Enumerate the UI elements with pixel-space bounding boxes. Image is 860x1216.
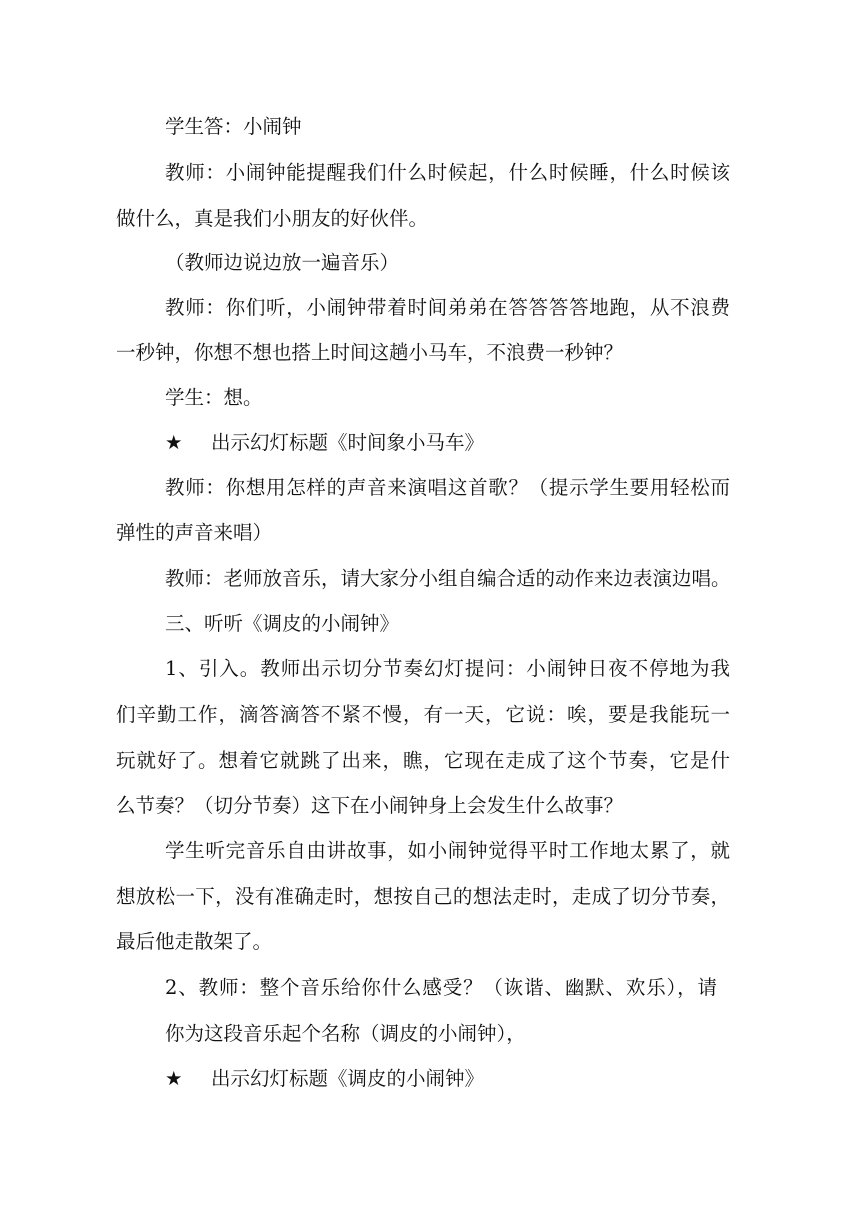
paragraph-line: 最后他走散架了。 — [116, 930, 273, 953]
paragraph-line: 1、引入。教师出示切分节奏幻灯提问：小闹钟日夜不停地为我 — [165, 657, 730, 680]
paragraph-line: 学生答：小闹钟 — [165, 115, 302, 138]
paragraph-line: 想放松一下，没有准确走时，想按自己的想法走时，走成了切分节奏， — [116, 885, 730, 908]
paragraph-text: 出示幻灯标题《调皮的小闹钟》 — [211, 1067, 485, 1090]
section-heading: 三、听听《调皮的小闹钟》 — [165, 612, 400, 635]
paragraph-line: 教师：老师放音乐，请大家分小组自编合适的动作来边表演边唱。 — [165, 567, 731, 590]
paragraph-line: 么节奏？（切分节奏）这下在小闹钟身上会发生什么故事？ — [116, 794, 624, 817]
paragraph-line: 学生听完音乐自由讲故事，如小闹钟觉得平时工作地太累了，就 — [165, 839, 730, 862]
paragraph-line: 做什么，真是我们小朋友的好伙伴。 — [116, 207, 429, 230]
paragraph-line: 弹性的声音来唱） — [116, 521, 273, 544]
star-icon: ★ — [165, 1067, 183, 1090]
slide-title-line — [165, 1056, 484, 1102]
paragraph-line: 一秒钟，你想不想也搭上时间这趟小马车，不浪费一秒钟？ — [116, 341, 624, 364]
paragraph-line: 你为这段音乐起个名称（调皮的小闹钟）， — [165, 1022, 526, 1045]
paragraph-line: 2、教师：整个音乐给你什么感受？（诙谐、幽默、欢乐），请 — [165, 976, 717, 999]
paragraph-text: 出示幻灯标题《时间象小马车》 — [211, 431, 485, 454]
star-icon: ★ — [165, 431, 183, 454]
slide-title-line — [165, 420, 484, 466]
paragraph-line: 玩就好了。想着它就跳了出来，瞧，它现在走成了这个节奏，它是什 — [116, 749, 730, 772]
paragraph-line: 们辛勤工作，滴答滴答不紧不慢，有一天，它说：唉，要是我能玩一 — [116, 703, 730, 726]
paragraph-line: 学生：想。 — [165, 386, 263, 409]
paragraph-line: （教师边说边放一遍音乐） — [165, 251, 400, 274]
paragraph-line: 教师：你们听，小闹钟带着时间弟弟在答答答答地跑，从不浪费 — [165, 296, 730, 319]
paragraph-line: 教师：你想用怎样的声音来演唱这首歌？（提示学生要用轻松而 — [165, 476, 730, 499]
paragraph-line: 教师：小闹钟能提醒我们什么时候起，什么时候睡，什么时候该 — [165, 161, 730, 184]
